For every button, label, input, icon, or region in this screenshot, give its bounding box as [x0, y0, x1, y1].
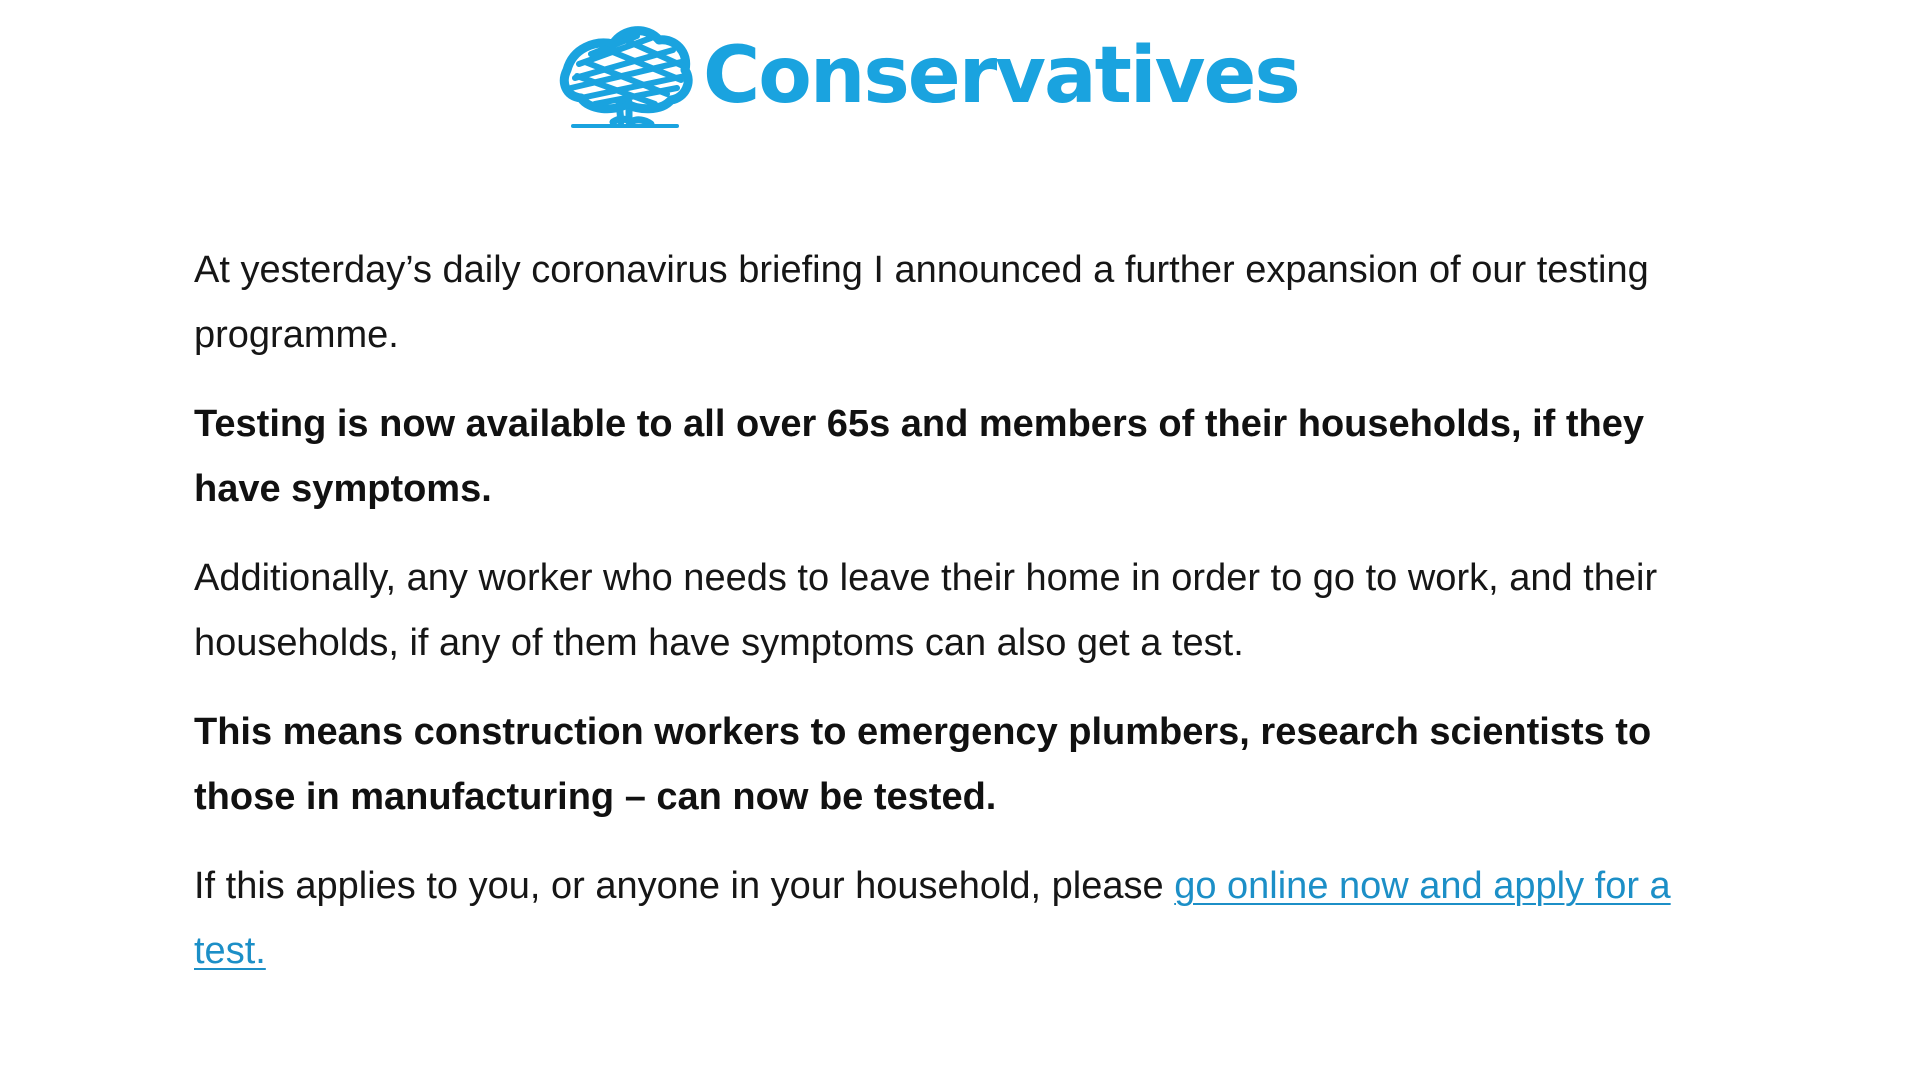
- paragraph-call-to-action: [194, 854, 1674, 984]
- email-header: [555, 16, 1299, 136]
- oak-tree-scribble-icon: [555, 18, 695, 134]
- email-content: [194, 238, 1674, 1008]
- brand-wordmark: Conservatives: [703, 31, 1299, 121]
- paragraph-workers: Additionally, any worker who needs to leave their home in order to go to work, and their households, if any of them have symptoms can also get a test.: [194, 557, 1658, 664]
- paragraph-over-65s: Testing is now available to all over 65s and members of their households, if they have symptoms.: [194, 403, 1644, 510]
- cta-text: If this applies to you, or anyone in your household, please: [194, 865, 1175, 907]
- apply-for-test-link[interactable]: go online now and apply for a test.: [194, 865, 1671, 972]
- paragraph-examples: This means construction workers to emergency plumbers, research scientists to those in manufacturing – can now be tested.: [194, 711, 1652, 818]
- paragraph-announcement: At yesterday’s daily coronavirus briefing I announced a further expansion of our testing programme.: [194, 249, 1649, 356]
